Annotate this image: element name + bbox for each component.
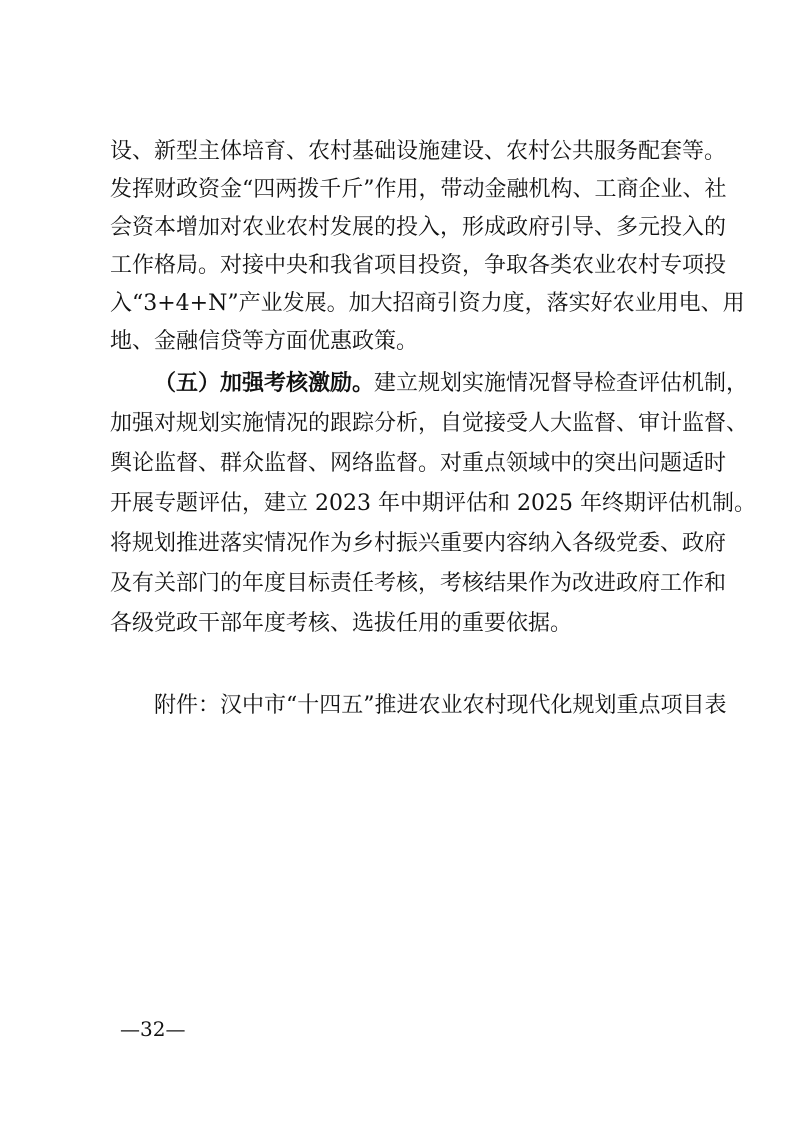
paragraph-1-line-1: 设、新型主体培育、农村基础设施建设、农村公共服务配套等。 <box>110 139 727 164</box>
page-number: —32— <box>120 1017 186 1041</box>
paragraph-2-line-4: 开展专题评估，建立 2023 年中期评估和 2025 年终期评估机制。 <box>110 491 756 516</box>
paragraph-1-line-6: 地、金融信贷等方面优惠政策。 <box>110 329 419 354</box>
paragraph-2-line-7: 各级党政干部年度考核、选拔任用的重要依据。 <box>110 611 573 636</box>
paragraph-1-line-5: 入“3+4+N”产业发展。加大招商引资力度，落实好农业用电、用 <box>110 291 745 316</box>
section-heading: （五）加强考核激励。 <box>154 371 375 396</box>
paragraph-2-line-3: 舆论监督、群众监督、网络监督。对重点领域中的突出问题适时 <box>110 451 727 476</box>
attachment-note: 附件：汉中市“十四五”推进农业农村现代化规划重点项目表 <box>154 693 727 718</box>
paragraph-2-line-5: 将规划推进落实情况作为乡村振兴重要内容纳入各级党委、政府 <box>110 531 727 556</box>
paragraph-2-line-1-text: 建立规划实施情况督导检查评估机制， <box>374 371 749 396</box>
paragraph-1-line-3: 会资本增加对农业农村发展的投入，形成政府引导、多元投入的 <box>110 215 727 240</box>
paragraph-2-line-1 <box>154 370 749 398</box>
paragraph-1-line-4: 工作格局。对接中央和我省项目投资，争取各类农业农村专项投 <box>110 253 727 278</box>
paragraph-2-line-6: 及有关部门的年度目标责任考核，考核结果作为改进政府工作和 <box>110 571 727 596</box>
paragraph-1-line-2: 发挥财政资金“四两拨千斤”作用，带动金融机构、工商企业、社 <box>110 177 727 202</box>
paragraph-2-line-2: 加强对规划实施情况的跟踪分析，自觉接受人大监督、审计监督、 <box>110 411 749 436</box>
